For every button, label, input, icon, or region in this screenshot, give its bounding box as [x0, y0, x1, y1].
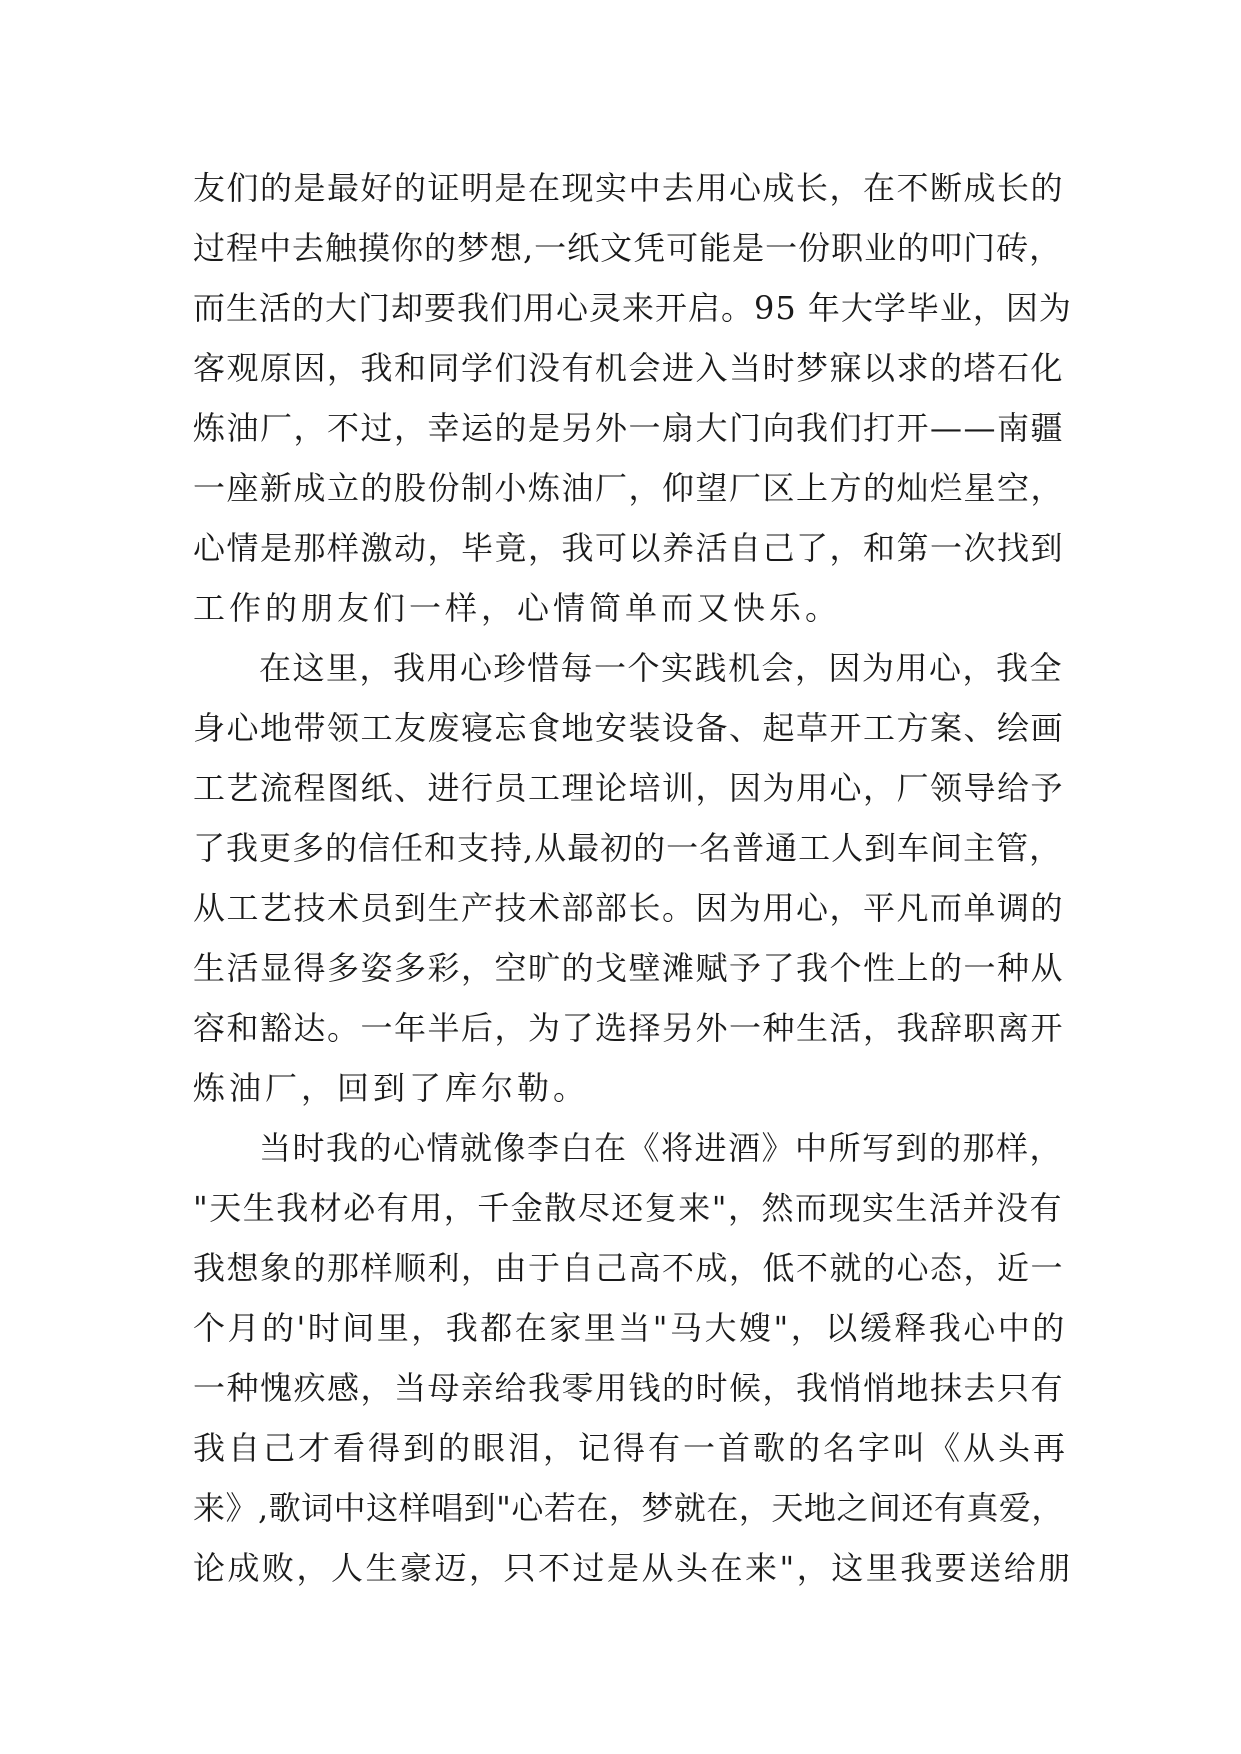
text-line: 从工艺技术员到生产技术部部长。因为用心，平凡而单调的 [193, 889, 1065, 927]
text-line: 而生活的大门却要我们用心灵来开启。95 年大学毕业，因为 [193, 289, 1072, 327]
text-line: 我自己才看得到的眼泪，记得有一首歌的名字叫《从头再 [193, 1429, 1069, 1467]
text-line: 过程中去触摸你的梦想,一纸文凭可能是一份职业的叩门砖， [193, 229, 1063, 267]
text-line: 客观原因，我和同学们没有机会进入当时梦寐以求的塔石化 [193, 349, 1065, 387]
paragraph-start-line: 当时我的心情就像李白在《将进酒》中所写到的那样， [259, 1129, 1064, 1167]
text-line: "天生我材必有用，千金散尽还复来"，然而现实生活并没有 [193, 1189, 1063, 1227]
paragraph-start-line: 在这里，我用心珍惜每一个实践机会，因为用心，我全 [259, 649, 1064, 687]
text-line: 个月的'时间里，我都在家里当"马大嫂"，以缓释我心中的 [193, 1309, 1067, 1347]
text-line: 工艺流程图纸、进行员工理论培训，因为用心，厂领导给予 [193, 769, 1065, 807]
text-line: 容和豁达。一年半后，为了选择另外一种生活，我辞职离开 [193, 1009, 1065, 1047]
text-line: 生活显得多姿多彩，空旷的戈壁滩赋予了我个性上的一种从 [193, 949, 1065, 987]
text-line: 一种愧疚感，当母亲给我零用钱的时候，我悄悄地抹去只有 [193, 1369, 1065, 1407]
text-line: 一座新成立的股份制小炼油厂，仰望厂区上方的灿烂星空， [193, 469, 1065, 507]
text-line: 心情是那样激动，毕竟，我可以养活自己了，和第一次找到 [193, 529, 1065, 567]
text-line: 了我更多的信任和支持,从最初的一名普通工人到车间主管， [193, 829, 1063, 867]
text-line: 来》,歌词中这样唱到"心若在，梦就在，天地之间还有真爱， [193, 1489, 1064, 1527]
text-line: 论成败，人生豪迈，只不过是从头在来"，这里我要送给朋 [193, 1549, 1073, 1587]
text-line: 炼油厂，不过，幸运的是另外一扇大门向我们打开——南疆 [193, 409, 1065, 447]
text-line: 工作的朋友们一样，心情简单而又快乐。 [193, 589, 842, 627]
text-line: 友们的是最好的证明是在现实中去用心成长，在不断成长的 [193, 169, 1065, 207]
text-line: 炼油厂，回到了库尔勒。 [193, 1069, 590, 1107]
text-line: 我想象的那样顺利，由于自己高不成，低不就的心态，近一 [193, 1249, 1065, 1287]
document-body [193, 158, 1073, 1598]
text-line: 身心地带领工友废寝忘食地安装设备、起草开工方案、绘画 [193, 709, 1065, 747]
